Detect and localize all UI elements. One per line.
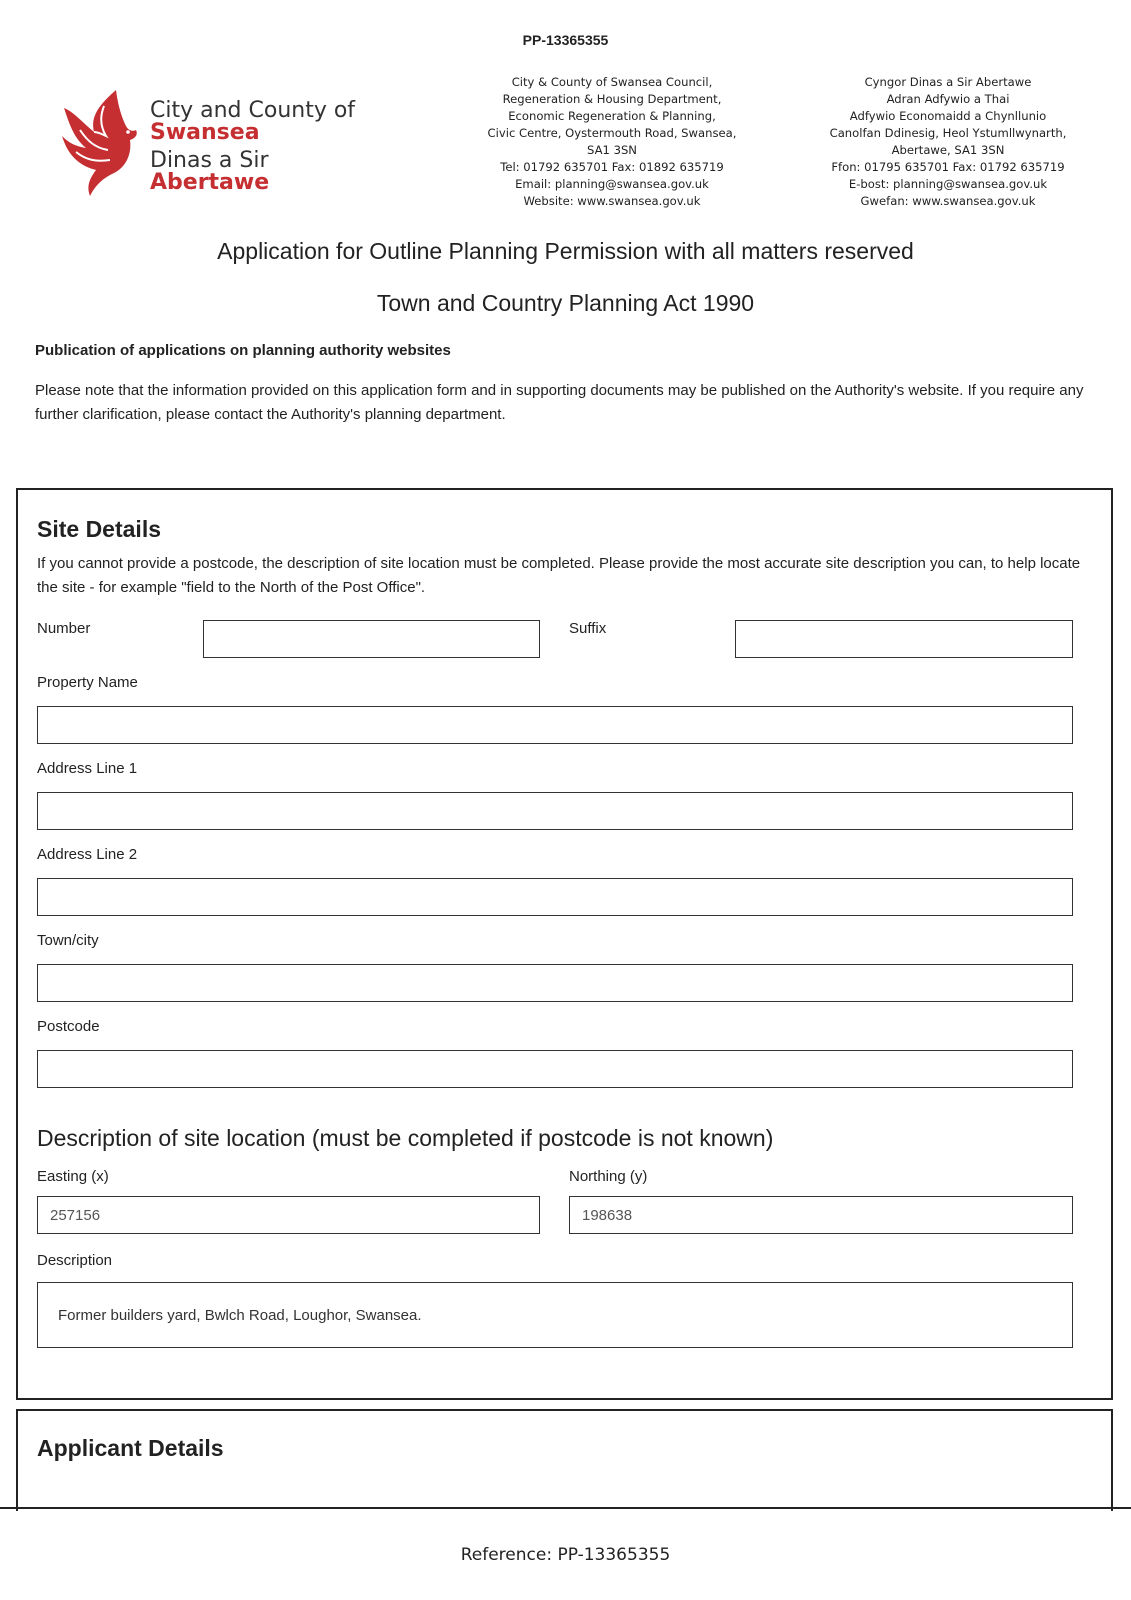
logo-text-line3: Dinas a Sir [150, 148, 269, 173]
description-label: Description [37, 1252, 113, 1269]
property-name-label: Property Name [37, 674, 138, 691]
site-details-section [16, 488, 1113, 1400]
description-field[interactable]: Former builders yard, Bwlch Road, Loughor, Swansea. [37, 1282, 1073, 1348]
applicant-details-section [16, 1409, 1113, 1511]
site-details-intro: If you cannot provide a postcode, the description of site location must be completed. Please provide the most accurate site description you can, to help locate the site - for example "field to the North of the Post Office". [37, 555, 1081, 596]
number-field[interactable] [203, 620, 540, 658]
phoenix-icon [60, 86, 140, 201]
address-cy-line: Ffon: 01795 635701 Fax: 01792 635719 [831, 160, 1065, 174]
suffix-field[interactable] [735, 620, 1073, 658]
council-address-english [472, 74, 752, 210]
northing-field[interactable]: 198638 [569, 1196, 1073, 1234]
number-label: Number [37, 620, 91, 637]
property-name-field[interactable] [37, 706, 1073, 744]
address-cy-line: Canolfan Ddinesig, Heol Ystumllwynarth, [829, 126, 1067, 140]
address-en-line: Economic Regeneration & Planning, [508, 109, 716, 123]
council-address-welsh [808, 74, 1088, 210]
section-title: Site Details [37, 516, 161, 542]
publication-heading: Publication of applications on planning authority websites [35, 342, 451, 359]
address-en-line: Civic Centre, Oystermouth Road, Swansea, [487, 126, 737, 140]
logo-text-line1: City and County of [150, 98, 356, 123]
easting-field[interactable]: 257156 [37, 1196, 540, 1234]
address-en-line: Email: planning@swansea.gov.uk [515, 177, 709, 191]
footer-divider [0, 1507, 1131, 1509]
address-en-line: Tel: 01792 635701 Fax: 01892 635719 [500, 160, 724, 174]
postcode-label: Postcode [37, 1018, 100, 1035]
logo-text-line4: Abertawe [150, 170, 270, 195]
town-city-field[interactable] [37, 964, 1073, 1002]
address-cy-line: Gwefan: www.swansea.gov.uk [860, 194, 1036, 208]
page-subtitle: Town and Country Planning Act 1990 [376, 290, 755, 316]
suffix-label: Suffix [569, 620, 607, 637]
address-line2-field[interactable] [37, 878, 1073, 916]
address-cy-line: Abertawe, SA1 3SN [891, 143, 1005, 157]
address-cy-line: Adran Adfywio a Thai [886, 92, 1010, 106]
address-cy-line: E-bost: planning@swansea.gov.uk [848, 177, 1048, 191]
page-title: Application for Outline Planning Permission with all matters reserved [217, 238, 914, 264]
section-title: Applicant Details [37, 1435, 224, 1461]
council-logo [60, 86, 390, 201]
address-line1-label: Address Line 1 [37, 760, 138, 777]
address-en-line: City & County of Swansea Council, [511, 75, 713, 89]
footer-reference: Reference: PP-13365355 [460, 1545, 671, 1565]
address-en-line: Website: www.swansea.gov.uk [523, 194, 701, 208]
logo-text-line2: Swansea [150, 120, 260, 145]
address-cy-line: Cyngor Dinas a Sir Abertawe [864, 75, 1032, 89]
address-line2-label: Address Line 2 [37, 846, 138, 863]
address-cy-line: Adfywio Economaidd a Chynllunio [849, 109, 1047, 123]
publication-text: Please note that the information provided on this application form and in supporting documents may be published on the Authority's website. If you require any further clarification, please contact the Authority's planning department. [35, 382, 1084, 423]
reference-number: PP-13365355 [522, 32, 609, 48]
easting-label: Easting (x) [37, 1168, 109, 1185]
address-en-line: SA1 3SN [587, 143, 637, 157]
description-heading: Description of site location (must be completed if postcode is not known) [37, 1125, 774, 1151]
town-city-label: Town/city [37, 932, 99, 949]
address-line1-field[interactable] [37, 792, 1073, 830]
northing-label: Northing (y) [569, 1168, 648, 1185]
address-en-line: Regeneration & Housing Department, [502, 92, 722, 106]
postcode-field[interactable] [37, 1050, 1073, 1088]
